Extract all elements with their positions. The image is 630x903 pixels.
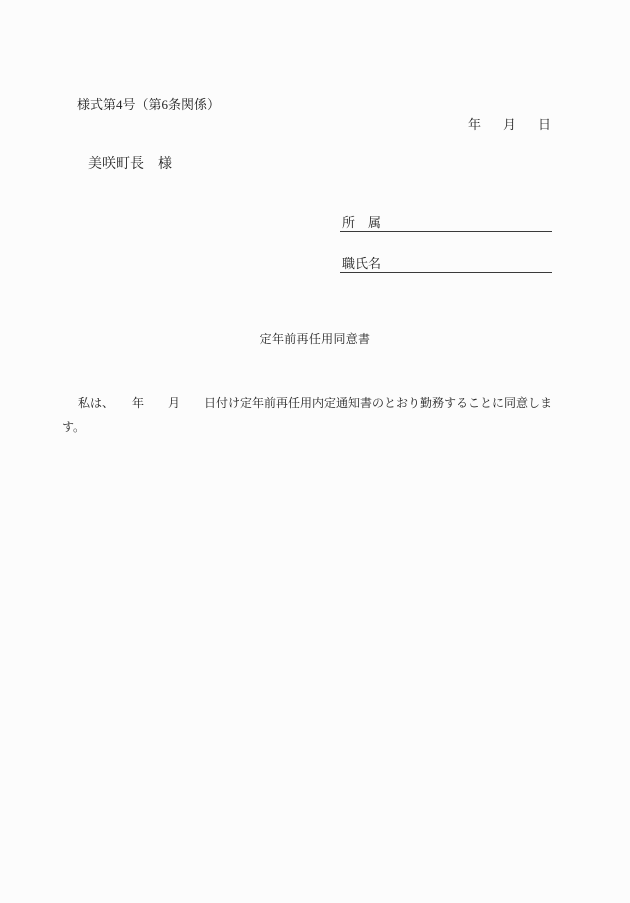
form-number: 様式第4号（第6条関係）	[77, 97, 221, 112]
addressee: 美咲町長 様	[88, 157, 172, 172]
date-day-label: 日	[538, 117, 552, 132]
field-affiliation	[340, 216, 552, 232]
date-month-label: 月	[503, 117, 517, 132]
body-line: す。	[62, 420, 86, 434]
field-affiliation-label: 所 属	[342, 215, 382, 230]
field-position-name	[340, 257, 552, 273]
date-line	[468, 118, 551, 131]
field-position-name-label: 職氏名	[342, 256, 382, 271]
body-paragraph	[62, 391, 562, 439]
document-title: 定年前再任用同意書	[259, 332, 371, 346]
date-year-label: 年	[468, 117, 482, 132]
body-line: 私は、 年 月 日付け定年前再任用内定通知書のとおり勤務することに同意しま	[78, 396, 553, 410]
